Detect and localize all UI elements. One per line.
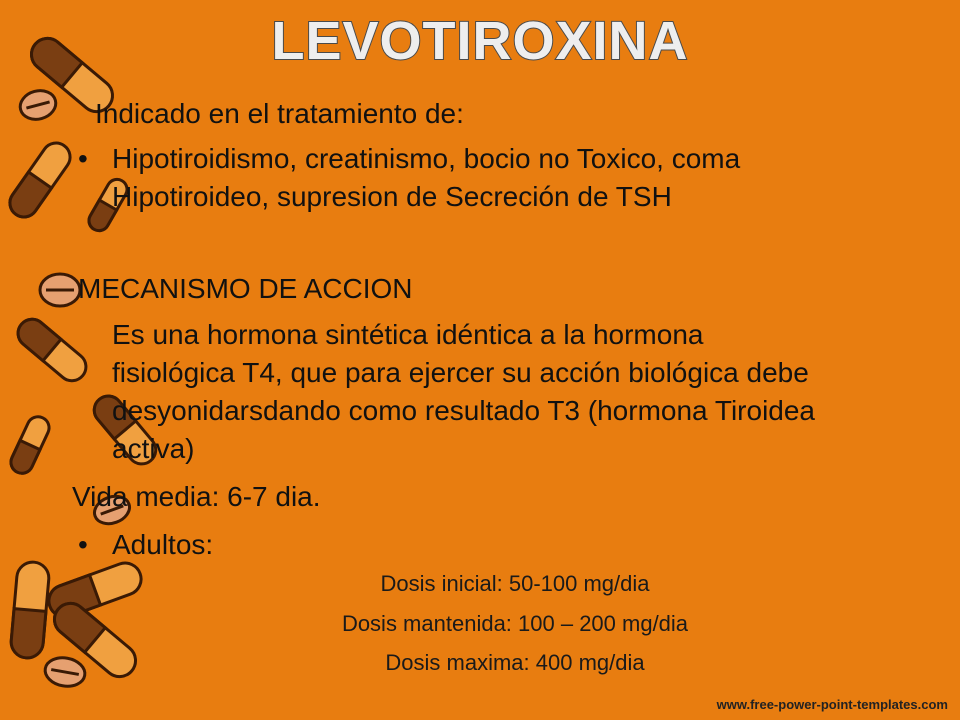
dose-initial: Dosis inicial: 50-100 mg/dia (380, 571, 650, 596)
bullet-marker: • (78, 143, 88, 174)
tablet-icon (17, 87, 59, 123)
intro-text: Indicado en el tratamiento de: (95, 98, 464, 129)
dose-maintenance: Dosis mantenida: 100 – 200 mg/dia (341, 611, 689, 636)
half-life-text: Vida media: 6-7 dia. (72, 481, 321, 512)
footer-url: www.free-power-point-templates.com (716, 697, 948, 712)
adults-label: Adultos: (112, 529, 214, 560)
mechanism-line2: fisiológica T4, que para ejercer su acción biológica debe (112, 357, 809, 388)
bullet1-line1: Hipotiroidismo, creatinismo, bocio no Toxico, coma (112, 143, 741, 174)
mechanism-heading: MECANISMO DE ACCION (78, 273, 413, 304)
dose-max: Dosis maxima: 400 mg/dia (385, 650, 645, 675)
bullet1-line2: Hipotiroideo, supresion de Secreción de TSH (112, 181, 672, 212)
capsule-icon (7, 413, 52, 477)
mechanism-line3: desyonidarsdando como resultado T3 (hormona Tiroidea (112, 395, 816, 426)
mechanism-line1: Es una hormona sintética idéntica a la hormona (112, 319, 704, 350)
capsule-icon (12, 314, 91, 387)
tablet-icon (40, 274, 80, 306)
slide-title: LEVOTIROXINA (271, 11, 689, 71)
bullet-marker: • (78, 529, 88, 560)
mechanism-line4: activa) (112, 433, 195, 464)
capsule-icon (4, 138, 75, 223)
